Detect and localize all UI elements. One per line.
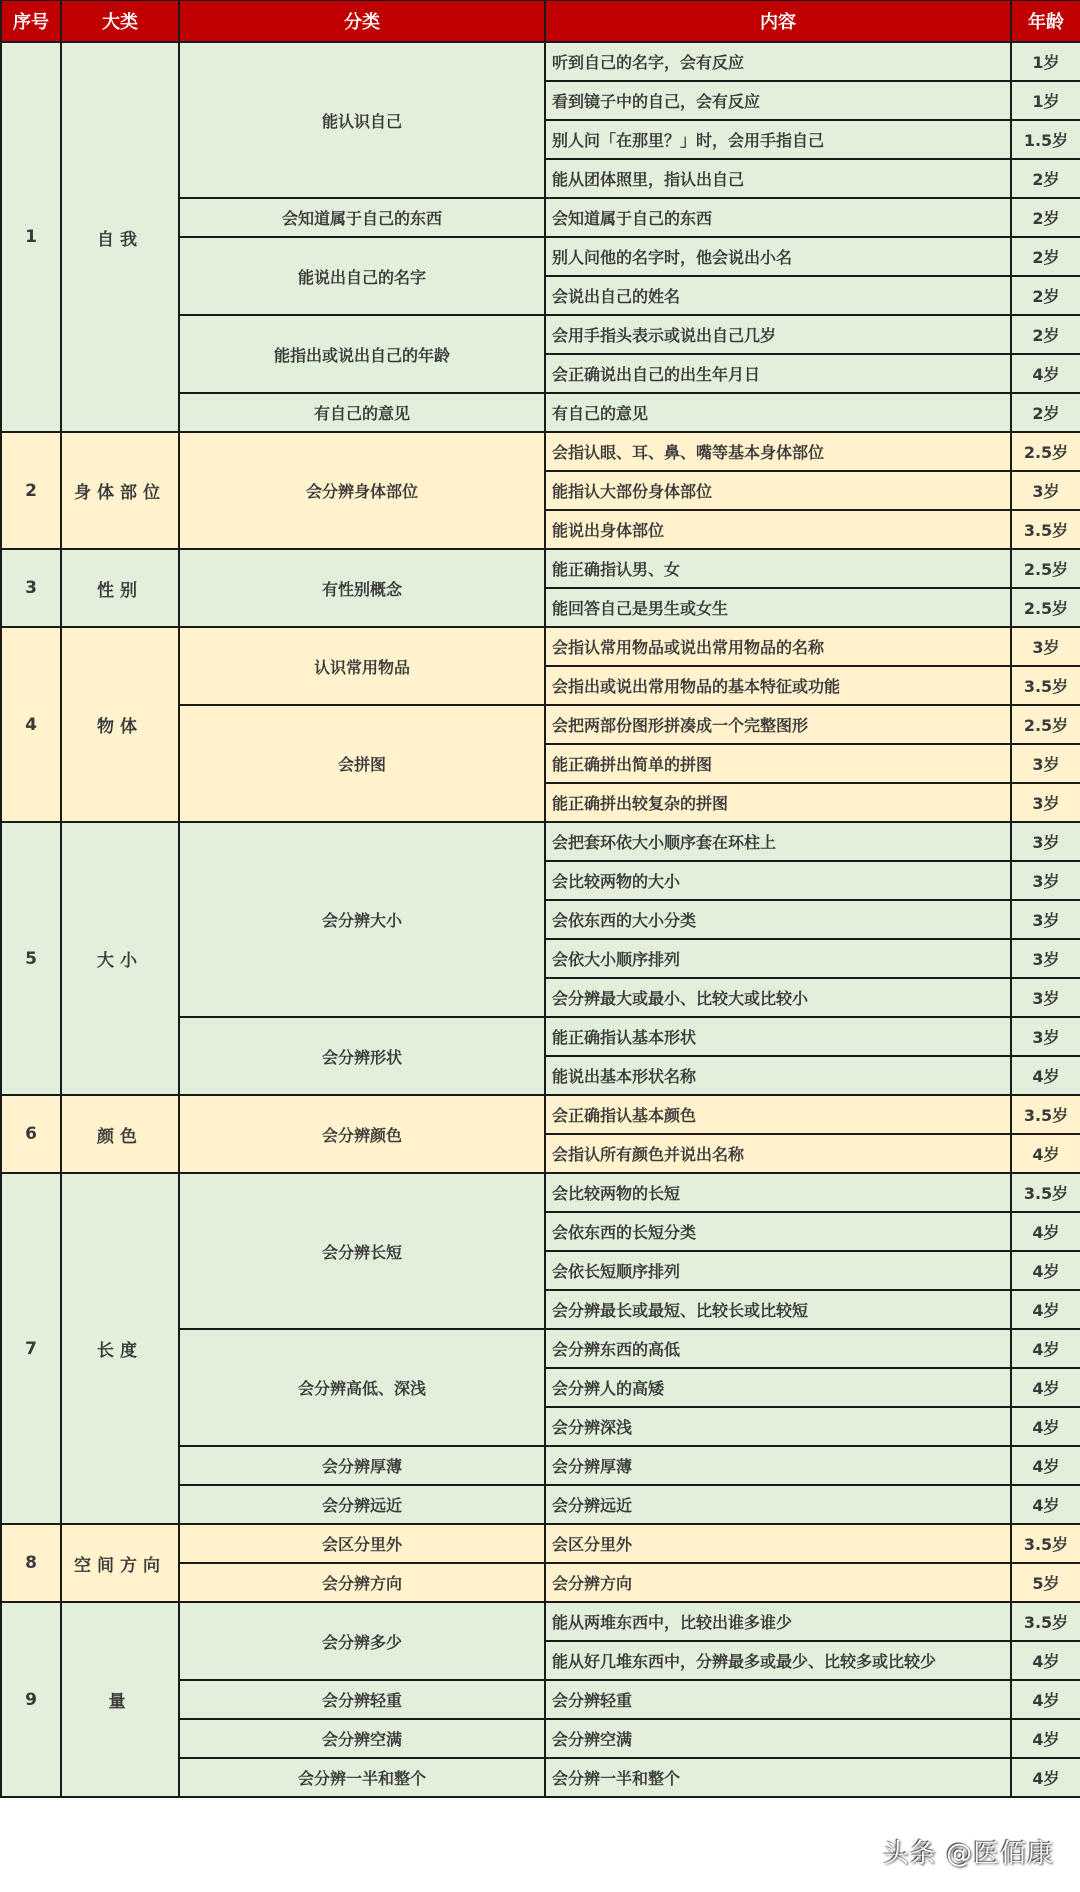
age-cell: 3岁: [1011, 744, 1080, 783]
content-cell: 会指认所有颜色并说出名称: [545, 1134, 1011, 1173]
age-cell: 3.5岁: [1011, 1095, 1080, 1134]
age-cell: 4岁: [1011, 1290, 1080, 1329]
content-cell: 能正确指认基本形状: [545, 1017, 1011, 1056]
content-cell: 能从团体照里，指认出自己: [545, 159, 1011, 198]
subcategory-cell: 会分辨轻重: [179, 1680, 545, 1719]
age-cell: 3岁: [1011, 861, 1080, 900]
group-number: 7: [1, 1173, 61, 1524]
subcategory-cell: 会分辨远近: [179, 1485, 545, 1524]
content-cell: 能说出基本形状名称: [545, 1056, 1011, 1095]
subcategory-cell: 有自己的意见: [179, 393, 545, 432]
header-row: [1, 1, 1080, 43]
age-cell: 4岁: [1011, 354, 1080, 393]
group-number: 1: [1, 42, 61, 432]
age-cell: 4岁: [1011, 1485, 1080, 1524]
age-cell: 3.5岁: [1011, 666, 1080, 705]
content-cell: 会分辨方向: [545, 1563, 1011, 1602]
subcategory-cell: 会分辨一半和整个: [179, 1758, 545, 1797]
content-cell: 会指认眼、耳、鼻、嘴等基本身体部位: [545, 432, 1011, 471]
age-cell: 4岁: [1011, 1056, 1080, 1095]
subcategory-cell: 会区分里外: [179, 1524, 545, 1563]
age-cell: 2.5岁: [1011, 705, 1080, 744]
content-cell: 别人问「在那里？」时，会用手指自己: [545, 120, 1011, 159]
group-number: 9: [1, 1602, 61, 1797]
subcategory-cell: 会知道属于自己的东西: [179, 198, 545, 237]
content-cell: 能正确拼出较复杂的拼图: [545, 783, 1011, 822]
content-cell: 能从好几堆东西中，分辨最多或最少、比较多或比较少: [545, 1641, 1011, 1680]
group-number: 5: [1, 822, 61, 1095]
group-category: 身体部位: [61, 432, 179, 549]
content-cell: 会把两部份图形拼凑成一个完整图形: [545, 705, 1011, 744]
age-cell: 4岁: [1011, 1758, 1080, 1797]
content-cell: 会分辨最长或最短、比较长或比较短: [545, 1290, 1011, 1329]
age-cell: 4岁: [1011, 1446, 1080, 1485]
content-cell: 会依东西的长短分类: [545, 1212, 1011, 1251]
age-cell: 3.5岁: [1011, 1524, 1080, 1563]
age-cell: 4岁: [1011, 1251, 1080, 1290]
content-cell: 能说出身体部位: [545, 510, 1011, 549]
group-number: 6: [1, 1095, 61, 1173]
content-cell: 会正确说出自己的出生年月日: [545, 354, 1011, 393]
group-category: 性别: [61, 549, 179, 627]
subcategory-cell: 会分辨大小: [179, 822, 545, 1017]
age-cell: 2岁: [1011, 315, 1080, 354]
age-cell: 4岁: [1011, 1329, 1080, 1368]
table-row: [1, 549, 1080, 588]
subcategory-cell: 有性别概念: [179, 549, 545, 627]
age-cell: 2岁: [1011, 159, 1080, 198]
content-cell: 会指认常用物品或说出常用物品的名称: [545, 627, 1011, 666]
content-cell: 能正确指认男、女: [545, 549, 1011, 588]
age-cell: 2.5岁: [1011, 549, 1080, 588]
table-row: [1, 432, 1080, 471]
group-category: 长度: [61, 1173, 179, 1524]
table-row: [1, 1095, 1080, 1134]
content-cell: 会说出自己的姓名: [545, 276, 1011, 315]
age-cell: 3.5岁: [1011, 1173, 1080, 1212]
age-cell: 2岁: [1011, 276, 1080, 315]
group-category: 颜色: [61, 1095, 179, 1173]
content-cell: 会分辨轻重: [545, 1680, 1011, 1719]
age-cell: 1岁: [1011, 42, 1080, 81]
content-cell: 会正确指认基本颜色: [545, 1095, 1011, 1134]
group-number: 4: [1, 627, 61, 822]
content-cell: 会用手指头表示或说出自己几岁: [545, 315, 1011, 354]
group-category: 自我: [61, 42, 179, 432]
age-cell: 1岁: [1011, 81, 1080, 120]
content-cell: 会分辨空满: [545, 1719, 1011, 1758]
subcategory-cell: 会分辨身体部位: [179, 432, 545, 549]
table-row: [1, 42, 1080, 81]
group-number: 3: [1, 549, 61, 627]
content-cell: 会依长短顺序排列: [545, 1251, 1011, 1290]
age-cell: 4岁: [1011, 1641, 1080, 1680]
subcategory-cell: 会分辨长短: [179, 1173, 545, 1329]
group-category: 物体: [61, 627, 179, 822]
subcategory-cell: 会分辨空满: [179, 1719, 545, 1758]
content-cell: 会分辨人的高矮: [545, 1368, 1011, 1407]
age-cell: 1.5岁: [1011, 120, 1080, 159]
content-cell: 会比较两物的大小: [545, 861, 1011, 900]
header-no: 序号: [1, 1, 61, 43]
content-cell: 会知道属于自己的东西: [545, 198, 1011, 237]
group-number: 8: [1, 1524, 61, 1602]
content-cell: 会分辨深浅: [545, 1407, 1011, 1446]
age-cell: 2岁: [1011, 198, 1080, 237]
content-cell: 有自己的意见: [545, 393, 1011, 432]
content-cell: 会依东西的大小分类: [545, 900, 1011, 939]
group-category: 量: [61, 1602, 179, 1797]
content-cell: 会分辨最大或最小、比较大或比较小: [545, 978, 1011, 1017]
header-age: 年龄: [1011, 1, 1080, 43]
header-subcategory: 分类: [179, 1, 545, 43]
age-cell: 3岁: [1011, 471, 1080, 510]
subcategory-cell: 能说出自己的名字: [179, 237, 545, 315]
content-cell: 能指认大部份身体部位: [545, 471, 1011, 510]
content-cell: 会比较两物的长短: [545, 1173, 1011, 1212]
content-cell: 看到镜子中的自己，会有反应: [545, 81, 1011, 120]
content-cell: 能正确拼出简单的拼图: [545, 744, 1011, 783]
age-cell: 3岁: [1011, 1017, 1080, 1056]
content-cell: 能回答自己是男生或女生: [545, 588, 1011, 627]
group-number: 2: [1, 432, 61, 549]
age-cell: 5岁: [1011, 1563, 1080, 1602]
age-cell: 3.5岁: [1011, 1602, 1080, 1641]
table-row: [1, 822, 1080, 861]
content-cell: 会指出或说出常用物品的基本特征或功能: [545, 666, 1011, 705]
age-cell: 2岁: [1011, 393, 1080, 432]
age-cell: 2岁: [1011, 237, 1080, 276]
age-cell: 3岁: [1011, 627, 1080, 666]
content-cell: 听到自己的名字，会有反应: [545, 42, 1011, 81]
watermark: 头条 @医佰康: [882, 1839, 1054, 1869]
header-content: 内容: [545, 1, 1011, 43]
age-cell: 3岁: [1011, 900, 1080, 939]
content-cell: 能从两堆东西中，比较出谁多谁少: [545, 1602, 1011, 1641]
content-cell: 会依大小顺序排列: [545, 939, 1011, 978]
age-cell: 3岁: [1011, 939, 1080, 978]
group-category: 大小: [61, 822, 179, 1095]
table-body: [1, 42, 1080, 1797]
content-cell: 会把套环依大小顺序套在环柱上: [545, 822, 1011, 861]
age-cell: 3岁: [1011, 978, 1080, 1017]
age-cell: 2.5岁: [1011, 432, 1080, 471]
content-cell: 会分辨远近: [545, 1485, 1011, 1524]
subcategory-cell: 会分辨高低、深浅: [179, 1329, 545, 1446]
table-row: [1, 1524, 1080, 1563]
age-cell: 4岁: [1011, 1407, 1080, 1446]
subcategory-cell: 会分辨颜色: [179, 1095, 545, 1173]
content-cell: 会分辨厚薄: [545, 1446, 1011, 1485]
content-cell: 会分辨东西的高低: [545, 1329, 1011, 1368]
subcategory-cell: 会分辨方向: [179, 1563, 545, 1602]
age-cell: 3岁: [1011, 783, 1080, 822]
content-cell: 会分辨一半和整个: [545, 1758, 1011, 1797]
subcategory-cell: 能认识自己: [179, 42, 545, 198]
age-cell: 3.5岁: [1011, 510, 1080, 549]
age-cell: 4岁: [1011, 1212, 1080, 1251]
subcategory-cell: 会分辨形状: [179, 1017, 545, 1095]
age-cell: 4岁: [1011, 1680, 1080, 1719]
age-cell: 3岁: [1011, 822, 1080, 861]
subcategory-cell: 认识常用物品: [179, 627, 545, 705]
table-row: [1, 1602, 1080, 1641]
group-category: 空间方向: [61, 1524, 179, 1602]
subcategory-cell: 会分辨多少: [179, 1602, 545, 1680]
table-row: [1, 627, 1080, 666]
subcategory-cell: 能指出或说出自己的年龄: [179, 315, 545, 393]
subcategory-cell: 会拼图: [179, 705, 545, 822]
age-cell: 2.5岁: [1011, 588, 1080, 627]
table-row: [1, 1173, 1080, 1212]
subcategory-cell: 会分辨厚薄: [179, 1446, 545, 1485]
content-cell: 会区分里外: [545, 1524, 1011, 1563]
content-cell: 别人问他的名字时，他会说出小名: [545, 237, 1011, 276]
age-cell: 4岁: [1011, 1719, 1080, 1758]
age-cell: 4岁: [1011, 1368, 1080, 1407]
age-cell: 4岁: [1011, 1134, 1080, 1173]
header-category: 大类: [61, 1, 179, 43]
